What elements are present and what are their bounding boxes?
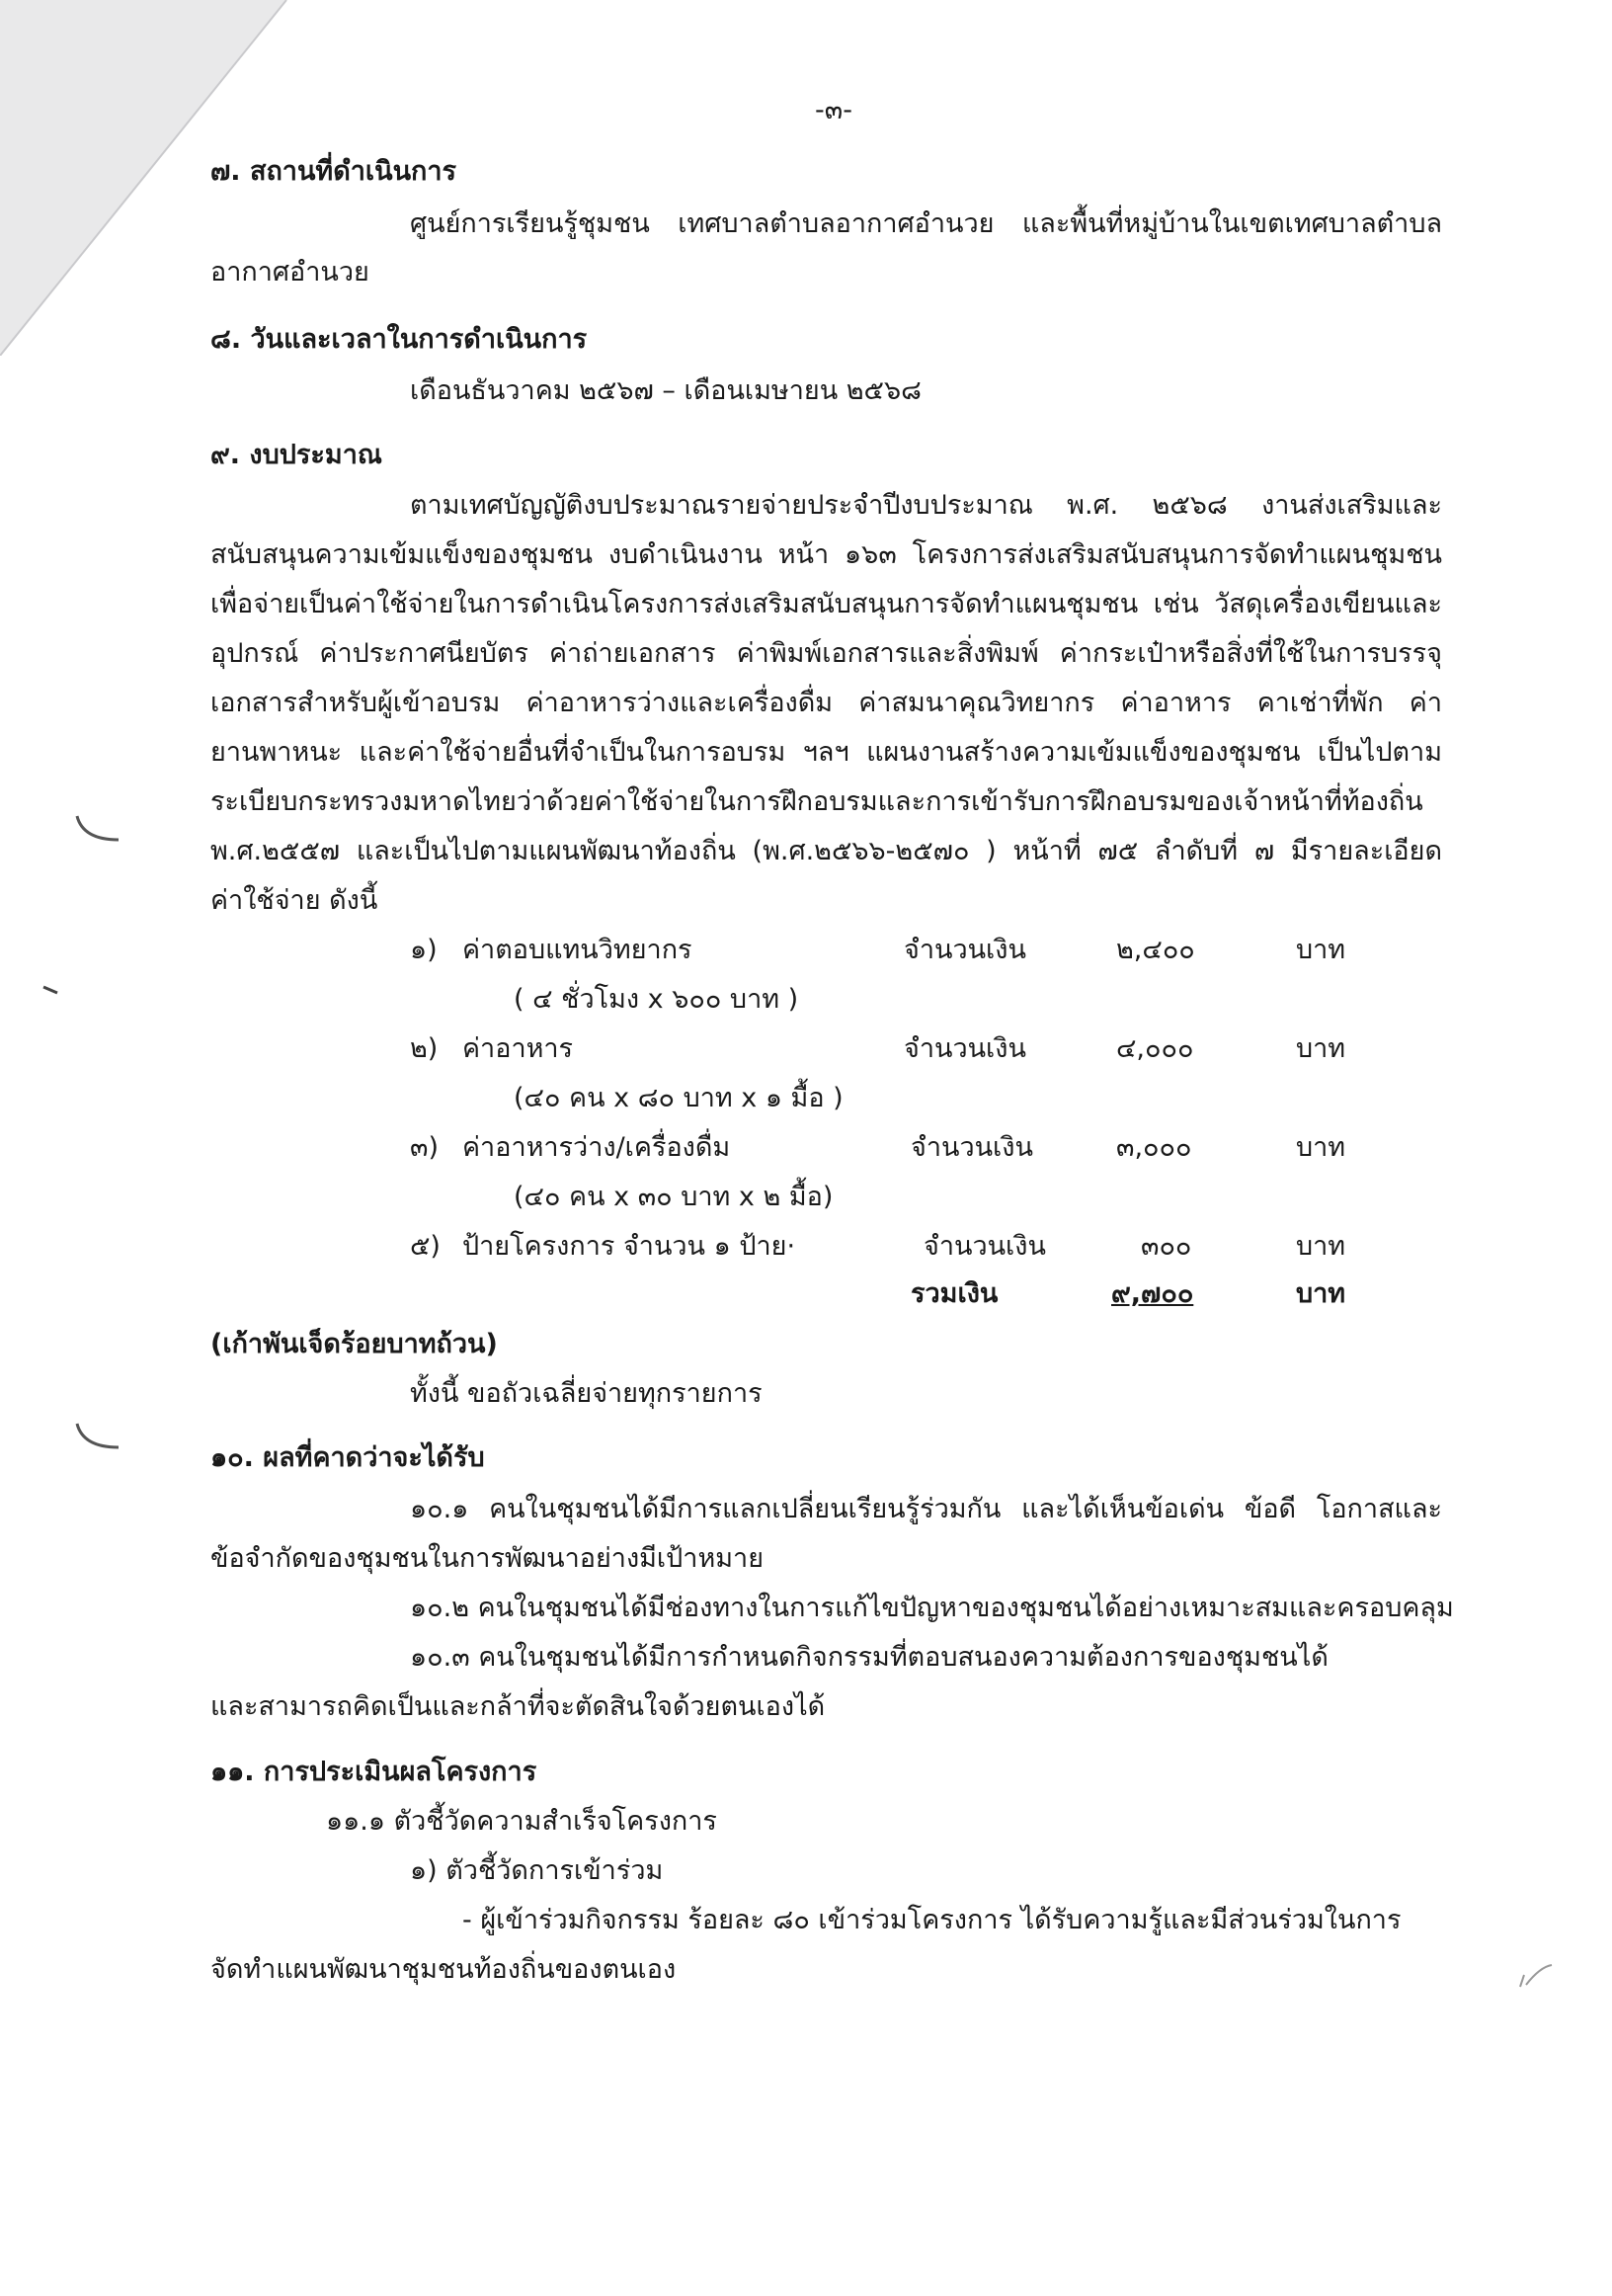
- section-9-heading: ๙. งบประมาณ: [210, 440, 382, 470]
- section-10-3-line-2: และสามารถคิดเป็นและกล้าที่จะตัดสินใจด้วยตนเองได้: [210, 1691, 826, 1722]
- item-label: ค่าตอบแทนวิทยากร: [462, 935, 692, 965]
- item-detail: ( ๔ ชั่วโมง x ๖๐๐ บาท ): [514, 984, 799, 1015]
- section-8-line-1: เดือนธันวาคม ๒๕๖๗ – เดือนเมษายน ๒๕๖๘: [410, 375, 922, 406]
- budget-note: ทั้งนี้ ขอถัวเฉลี่ยจ่ายทุกรายการ: [410, 1378, 763, 1409]
- section-11-bullet-line-1: - ผู้เข้าร่วมกิจกรรม ร้อยละ ๘๐ เข้าร่วมโครงการ ได้รับความรู้และมีส่วนร่วมในการ: [462, 1905, 1402, 1935]
- item-amount: ๔,๐๐๐: [1116, 1033, 1194, 1064]
- item-amount-label: จำนวนเงิน: [911, 1132, 1033, 1163]
- section-10-1-line-2: ข้อจำกัดของชุมชนในการพัฒนาอย่างมีเป้าหมาย: [210, 1543, 765, 1574]
- item-amount: ๓๐๐: [1141, 1231, 1192, 1262]
- item-amount: ๒,๔๐๐: [1116, 935, 1195, 965]
- section-11-1-item-1: ๑) ตัวชี้วัดการเข้าร่วม: [410, 1855, 664, 1886]
- binder-hole-mark-1: [69, 810, 128, 850]
- item-unit: บาท: [1296, 935, 1346, 965]
- item-unit: บาท: [1296, 1231, 1346, 1262]
- item-amount-label: จำนวนเงิน: [924, 1231, 1046, 1262]
- item-unit: บาท: [1296, 1033, 1346, 1064]
- section-9-line-7: ระเบียบกระทรวงมหาดไทยว่าด้วยค่าใช้จ่ายในการฝึกอบรมและการเข้ารับการฝึกอบรมของเจ้าหน้าที่ท้องถิ่น: [210, 786, 1423, 817]
- section-7-line-2: อากาศอำนวย: [210, 257, 369, 287]
- page-number: -๓-: [815, 95, 852, 125]
- corner-speck-mark: [1516, 1961, 1556, 1991]
- section-10-1-line-1: ๑๐.๑ คนในชุมชนได้มีการแลกเปลี่ยนเรียนรู้ร่วมกัน และได้เห็นข้อเด่น ข้อดี โอกาสและ: [410, 1494, 1442, 1524]
- section-9-line-9: ค่าใช้จ่าย ดังนี้: [210, 885, 378, 916]
- item-label: ค่าอาหารว่าง/เครื่องดื่ม: [462, 1132, 731, 1163]
- item-number: ๓): [410, 1132, 439, 1163]
- section-8-heading: ๘. วันและเวลาในการดำเนินการ: [210, 324, 588, 355]
- item-number: ๒): [410, 1033, 439, 1064]
- section-10-3-line-1: ๑๐.๓ คนในชุมชนได้มีการกำหนดกิจกรรมที่ตอบสนองความต้องการของชุมชนได้: [410, 1642, 1329, 1673]
- section-9-line-5: เอกสารสำหรับผู้เข้าอบรม ค่าอาหารว่างและเครื่องดื่ม ค่าสมนาคุณวิทยากร ค่าอาหาร คาเช่าที่พัก ค่า: [210, 688, 1442, 718]
- binder-hole-mark-2: [69, 1418, 128, 1457]
- speck-mark: [41, 983, 61, 997]
- section-9-line-4: อุปกรณ์ ค่าประกาศนียบัตร ค่าถ่ายเอกสาร ค่าพิมพ์เอกสารและสิ่งพิมพ์ ค่ากระเป๋าหรือสิ่งที่ใช้ในการบรรจุ: [210, 638, 1442, 669]
- section-9-line-3: เพื่อจ่ายเป็นค่าใช้จ่ายในการดำเนินโครงการส่งเสริมสนับสนุนการจัดทำแผนชุมชน เช่น วัสดุเครื่องเขียนและ: [210, 589, 1442, 619]
- section-7-heading: ๗. สถานที่ดำเนินการ: [210, 156, 457, 187]
- section-10-2-line-1: ๑๐.๒ คนในชุมชนได้มีช่องทางในการแก้ไขปัญหาของชุมชนได้อย่างเหมาะสมและครอบคลุม: [410, 1593, 1454, 1623]
- item-label: ค่าอาหาร: [462, 1033, 574, 1064]
- section-9-line-2: สนับสนุนความเข้มแข็งของชุมชน งบดำเนินงาน หน้า ๑๖๓ โครงการส่งเสริมสนับสนุนการจัดทำแผนชุมชน: [210, 539, 1442, 570]
- section-9-line-1: ตามเทศบัญญัติงบประมาณรายจ่ายประจำปีงบประมาณ พ.ศ. ๒๕๖๘ งานส่งเสริมและ: [410, 490, 1442, 521]
- total-amount: ๙,๗๐๐: [1111, 1278, 1194, 1309]
- item-number: ๑): [410, 935, 438, 965]
- section-9-line-8: พ.ศ.๒๕๕๗ และเป็นไปตามแผนพัฒนาท้องถิ่น (พ.ศ.๒๕๖๖-๒๕๗๐ ) หน้าที่ ๗๕ ลำดับที่ ๗ มีรายละเอียด: [210, 836, 1442, 866]
- total-in-words: (เก้าพันเจ็ดร้อยบาทถ้วน): [210, 1329, 498, 1359]
- section-11-bullet-line-2: จัดทำแผนพัฒนาชุมชนท้องถิ่นของตนเอง: [210, 1954, 677, 1985]
- item-amount-label: จำนวนเงิน: [904, 935, 1026, 965]
- item-detail: (๔๐ คน x ๘๐ บาท x ๑ มื้อ ): [514, 1083, 844, 1113]
- item-unit: บาท: [1296, 1132, 1346, 1163]
- section-9-line-6: ยานพาหนะ และค่าใช้จ่ายอื่นที่จำเป็นในการอบรม ฯลฯ แผนงานสร้างความเข้มแข็งของชุมชน เป็นไปตาม: [210, 737, 1442, 768]
- section-11-heading: ๑๑. การประเมินผลโครงการ: [210, 1757, 537, 1787]
- item-amount-label: จำนวนเงิน: [904, 1033, 1026, 1064]
- section-11-1-heading: ๑๑.๑ ตัวชี้วัดความสำเร็จโครงการ: [326, 1806, 717, 1837]
- item-label: ป้ายโครงการ จำนวน ๑ ป้าย·: [462, 1231, 796, 1262]
- item-number: ๕): [410, 1231, 441, 1262]
- total-unit: บาท: [1296, 1278, 1346, 1309]
- section-10-heading: ๑๐. ผลที่คาดว่าจะได้รับ: [210, 1442, 485, 1473]
- section-7-line-1: ศูนย์การเรียนรู้ชุมชน เทศบาลตำบลอากาศอำนวย และพื้นที่หมู่บ้านในเขตเทศบาลตำบล: [410, 208, 1442, 239]
- total-label: รวมเงิน: [911, 1278, 999, 1309]
- item-detail: (๔๐ คน x ๓๐ บาท x ๒ มื้อ): [514, 1182, 834, 1212]
- item-amount: ๓,๐๐๐: [1116, 1132, 1192, 1163]
